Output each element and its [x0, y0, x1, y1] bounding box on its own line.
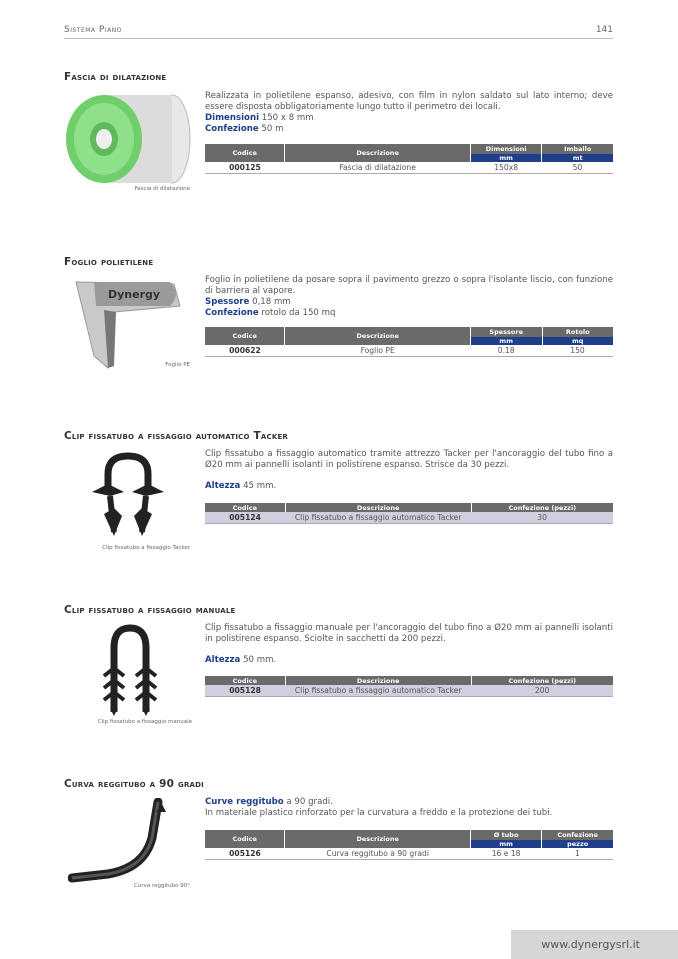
curva-intro — [205, 797, 613, 808]
cell-package: 30 — [471, 512, 613, 524]
col-descrizione: Descrizione — [285, 676, 471, 685]
col-codice: Codice — [205, 676, 285, 685]
col-codice: Codice — [205, 327, 285, 345]
cell-packaging: 50 — [542, 162, 613, 174]
description-clip-manuale — [205, 623, 613, 666]
description-fascia-text: Realizzata in polietilene espanso, adesivo, con film in nylon saldato sul lato interno; deve essere disposta obbligatoriamente lungo tutto il perimetro dei locali. — [205, 91, 613, 112]
table-row — [205, 512, 613, 524]
spec-value: 50 mm. — [240, 655, 277, 665]
unit-pezzo: pezzo — [542, 840, 613, 848]
cell-description: Clip fissatubo a fissaggio automatico Tacker — [285, 685, 471, 697]
table-row — [205, 685, 613, 697]
curva-reggitubo-image — [68, 798, 172, 884]
page-number: 141 — [595, 25, 613, 35]
description-clip-manuale-text: Clip fissatubo a fissaggio manuale per l'ancoraggio del tubo fino a Ø20 mm ai pannelli isolanti in polistirene espanso. Sciolte in sacchetti da 200 pezzi. — [205, 623, 613, 644]
section-title-foglio: Foglio polietilene — [64, 256, 154, 268]
unit-mm: mm — [470, 337, 542, 345]
caption-foglio: Foglio PE — [165, 362, 190, 368]
col-tubo: Ø tubo — [470, 830, 541, 840]
description-clip-tacker — [205, 449, 613, 492]
clip-manual-image — [92, 624, 168, 716]
spec-dimensioni — [205, 113, 613, 124]
spec-label: Altezza — [205, 655, 241, 665]
table-clip-manuale — [205, 676, 613, 697]
spec-label: Confezione — [205, 308, 259, 318]
intro-value: a 90 gradi. — [283, 797, 333, 807]
section-title-clip-manuale: Clip fissatubo a fissaggio manuale — [64, 604, 236, 616]
spec-altezza — [205, 655, 613, 666]
col-confezione: Confezione (pezzi) — [471, 503, 613, 512]
cell-roll: 150 — [542, 345, 613, 357]
running-header-section: Sistema Piano — [64, 25, 122, 35]
unit-mq: mq — [542, 337, 613, 345]
description-foglio — [205, 275, 613, 319]
cell-thickness: 0.18 — [470, 345, 542, 357]
unit-mt: mt — [542, 154, 613, 162]
section-title-curva: Curva reggitubo a 90 gradi — [64, 778, 204, 790]
col-confezione: Confezione — [542, 830, 613, 840]
spec-confezione — [205, 124, 613, 135]
spec-altezza — [205, 481, 613, 492]
table-curva — [205, 830, 613, 860]
spec-label: Dimensioni — [205, 113, 260, 123]
cell-package: 1 — [542, 848, 613, 860]
table-row — [205, 162, 613, 174]
spec-value: 50 m — [258, 124, 284, 134]
cell-code: 005126 — [205, 848, 285, 860]
roll-brand-text: Dynergy — [108, 288, 161, 301]
cell-dimensions: 150x8 — [470, 162, 542, 174]
cell-description: Clip fissatubo a fissaggio automatico Tacker — [285, 512, 471, 524]
spec-label: Confezione — [205, 124, 259, 134]
footer-website-link[interactable]: www.dynergysrl.it — [541, 938, 640, 951]
description-curva — [205, 797, 613, 819]
col-spessore: Spessore — [470, 327, 542, 337]
spec-value: 45 mm. — [240, 481, 277, 491]
cell-code: 005124 — [205, 512, 285, 524]
cell-code: 000125 — [205, 162, 285, 174]
cell-tube: 16 e 18 — [470, 848, 541, 860]
caption-clip-manuale: Clip fissatubo a fissaggio manuale — [97, 719, 192, 725]
spec-spessore — [205, 297, 613, 308]
clip-tacker-image — [88, 452, 168, 538]
spec-label: Spessore — [205, 297, 250, 307]
spec-value: rotolo da 150 mq — [258, 308, 336, 318]
caption-fascia: Fascia di dilatazione — [134, 186, 190, 192]
description-clip-tacker-text: Clip fissatubo a fissaggio automatico tramite attrezzo Tacker per l'ancoraggio del tubo fino a Ø20 mm ai pannelli isolanti in polistirene espanso. Strisce da 30 pezzi. — [205, 449, 613, 470]
fascia-roll-image — [64, 92, 194, 186]
col-codice: Codice — [205, 144, 285, 162]
table-row — [205, 848, 613, 860]
footer-band — [511, 930, 678, 959]
col-descrizione: Descrizione — [285, 503, 471, 512]
unit-mm: mm — [470, 154, 542, 162]
col-codice: Codice — [205, 503, 285, 512]
col-descrizione: Descrizione — [285, 144, 470, 162]
col-codice: Codice — [205, 830, 285, 848]
description-fascia — [205, 91, 613, 135]
cell-description: Foglio PE — [285, 345, 470, 357]
col-imballo: Imballo — [542, 144, 613, 154]
header-divider — [64, 38, 613, 39]
spec-confezione — [205, 308, 613, 319]
cell-description: Fascia di dilatazione — [285, 162, 470, 174]
spec-value: 0,18 mm — [249, 297, 291, 307]
table-foglio — [205, 327, 613, 357]
table-row — [205, 345, 613, 357]
intro-label: Curve reggitubo — [205, 797, 284, 807]
table-clip-tacker — [205, 503, 613, 524]
spec-value: 150 x 8 mm — [259, 113, 314, 123]
cell-code: 005128 — [205, 685, 285, 697]
cell-description: Curva reggitubo a 90 gradi — [285, 848, 470, 860]
col-confezione: Confezione (pezzi) — [471, 676, 613, 685]
section-title-fascia: Fascia di dilatazione — [64, 71, 167, 83]
description-curva-text: In materiale plastico rinforzato per la curvatura a freddo e la protezione dei tubi. — [205, 808, 553, 818]
cell-code: 000622 — [205, 345, 285, 357]
table-fascia — [205, 144, 613, 174]
col-rotolo: Rotolo — [542, 327, 613, 337]
spec-label: Altezza — [205, 481, 241, 491]
foglio-roll-image — [74, 276, 186, 371]
unit-mm: mm — [470, 840, 541, 848]
col-dimensioni: Dimensioni — [470, 144, 542, 154]
caption-clip-tacker: Clip fissatubo a fissaggio Tacker — [102, 545, 190, 551]
section-title-clip-tacker: Clip fissatubo a fissaggio automatico Tacker — [64, 430, 289, 442]
col-descrizione: Descrizione — [285, 327, 470, 345]
caption-curva: Curva reggitubo 90° — [134, 883, 190, 889]
description-foglio-text: Foglio in polietilene da posare sopra il pavimento grezzo o sopra l'isolante liscio, con funzione di barriera al vapore. — [205, 275, 613, 296]
cell-package: 200 — [471, 685, 613, 697]
col-descrizione: Descrizione — [285, 830, 470, 848]
